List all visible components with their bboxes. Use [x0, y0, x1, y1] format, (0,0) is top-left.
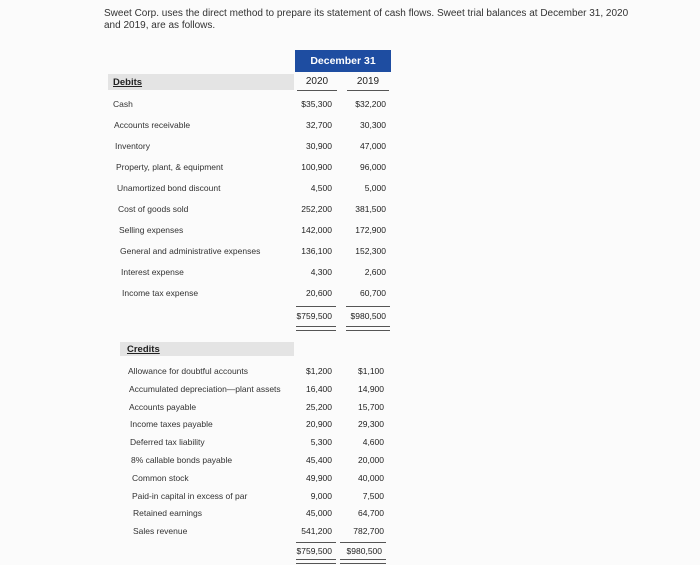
debits-row-label: Accounts receivable	[114, 120, 191, 130]
credits-row-value-2019: $1,100	[358, 366, 384, 376]
debits-row-value-2019: 381,500	[355, 204, 386, 214]
credits-label: Credits	[127, 344, 160, 355]
debits-row-value-2020: 20,600	[306, 288, 332, 298]
credits-row-value-2019: 7,500	[362, 490, 384, 501]
credits-double-rule-2019	[340, 559, 386, 564]
problem-intro	[104, 8, 664, 32]
debits-row-label: Property, plant, & equipment	[116, 162, 224, 172]
debits-row-value-2019: 47,000	[360, 141, 386, 151]
debits-row-label: Unamortized bond discount	[117, 183, 221, 193]
debits-row-value-2019: 5,000	[364, 183, 386, 193]
year-2020-header: 2020	[305, 76, 329, 87]
debits-total-rule-2019	[346, 306, 390, 307]
credits-total-rule-2019	[340, 542, 386, 543]
credits-row-value-2019: 14,900	[358, 383, 384, 394]
debits-row-value-2019: 172,900	[355, 225, 386, 235]
year-2019-header: 2019	[356, 76, 380, 87]
debits-row-value-2020: $35,300	[301, 99, 332, 109]
credits-total-rule-2020	[296, 542, 336, 543]
credits-total-2020: $759,500	[296, 546, 332, 556]
year-underline-2019	[347, 90, 389, 91]
credits-total-2019: $980,500	[346, 546, 382, 556]
credits-row-value-2020: 9,000	[310, 490, 332, 501]
debits-row-value-2019: $32,200	[355, 99, 386, 109]
intro-line-2: and 2019, are as follows.	[104, 20, 216, 31]
debits-double-rule-2020	[296, 326, 336, 331]
credits-row-label: Income taxes payable	[130, 419, 213, 430]
credits-row-label: Accumulated depreciation—plant assets	[129, 383, 281, 394]
debits-row-value-2020: 136,100	[301, 246, 332, 256]
credits-row-value-2020: 5,300	[310, 437, 332, 448]
debits-row-value-2020: 142,000	[301, 225, 332, 235]
credits-row-label: 8% callable bonds payable	[131, 455, 233, 465]
credits-double-rule-2020	[296, 559, 336, 564]
debits-label: Debits	[113, 77, 143, 88]
debits-row-value-2020: 30,900	[306, 141, 332, 151]
debits-row-label: Income tax expense	[122, 288, 199, 298]
credits-row-value-2020: 20,900	[306, 419, 332, 430]
credits-row-value-2019: 15,700	[358, 401, 384, 412]
debits-row-value-2019: 152,300	[355, 246, 386, 256]
debits-row-value-2019: 96,000	[360, 162, 386, 172]
credits-row-value-2019: 29,300	[358, 419, 384, 430]
debits-row-value-2020: 32,700	[306, 120, 332, 130]
credits-row-label: Paid-in capital in excess of par	[132, 490, 248, 501]
credits-row-label: Sales revenue	[133, 526, 188, 537]
credits-row-value-2019: 64,700	[358, 508, 384, 519]
debits-total-rule-2020	[296, 306, 336, 307]
debits-double-rule-2019	[346, 326, 390, 331]
debits-row-label: Inventory	[115, 141, 150, 151]
credits-row-label: Accounts payable	[129, 401, 197, 412]
credits-row-value-2020: 45,400	[306, 455, 332, 465]
credits-row-value-2020: 45,000	[306, 508, 332, 519]
debits-row-value-2020: 252,200	[301, 204, 332, 214]
debits-row-label: Cash	[113, 99, 133, 109]
debits-row-label: Interest expense	[121, 267, 184, 277]
debits-row-value-2020: 100,900	[301, 162, 332, 172]
debits-row-label: Cost of goods sold	[118, 204, 189, 214]
december-header: December 31	[295, 50, 391, 72]
year-underline-2020	[297, 90, 337, 91]
credits-row-value-2020: 16,400	[306, 383, 332, 394]
debits-total-2020: $759,500	[296, 311, 332, 321]
credits-row-value-2019: 20,000	[358, 455, 384, 465]
credits-row-value-2020: 49,900	[306, 472, 332, 483]
debits-row-value-2019: 30,300	[360, 120, 386, 130]
credits-row-value-2020: 541,200	[301, 526, 332, 537]
credits-row-value-2020: $1,200	[306, 366, 332, 376]
debits-row-value-2020: 4,300	[310, 267, 332, 277]
intro-line-1: Sweet Corp. uses the direct method to prepare its statement of cash flows. Sweet trial balances at December 31, 2020	[104, 8, 629, 19]
credits-row-label: Common stock	[132, 472, 189, 483]
credits-row-value-2020: 25,200	[306, 401, 332, 412]
credits-row-value-2019: 40,000	[358, 472, 384, 483]
debits-row-value-2019: 2,600	[364, 267, 386, 277]
debits-row-label: Selling expenses	[119, 225, 184, 235]
debits-row-value-2019: 60,700	[360, 288, 386, 298]
credits-row-label: Deferred tax liability	[130, 437, 205, 448]
debits-total-2019: $980,500	[350, 311, 386, 321]
credits-row-label: Retained earnings	[133, 508, 202, 519]
credits-row-value-2019: 782,700	[353, 526, 384, 537]
credits-row-label: Allowance for doubtful accounts	[128, 366, 249, 376]
debits-row-label: General and administrative expenses	[120, 246, 261, 256]
credits-row-value-2019: 4,600	[362, 437, 384, 448]
debits-row-value-2020: 4,500	[310, 183, 332, 193]
